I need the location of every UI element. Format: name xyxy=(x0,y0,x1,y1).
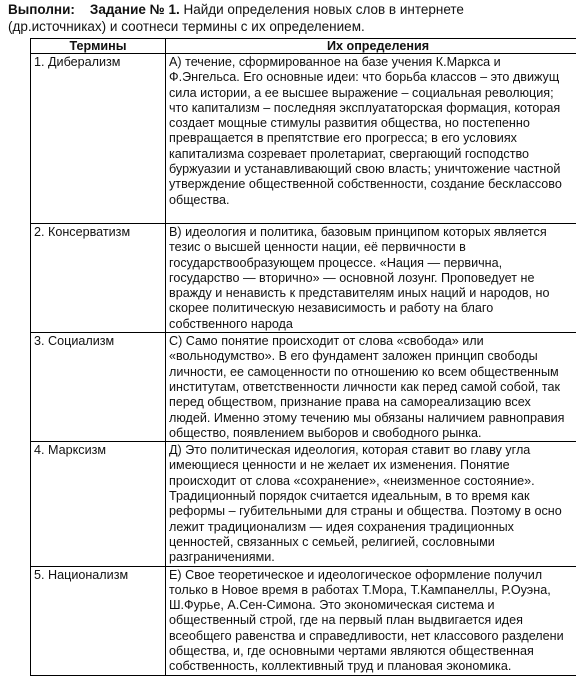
task-label: Выполни: xyxy=(8,2,75,17)
definition-line: общество, появлением выборов и свободного рынка. xyxy=(169,426,576,441)
term-cell: 4. Марксизм xyxy=(31,442,166,566)
definition-line: В) идеология и политика, базовым принципом которых является xyxy=(169,225,576,240)
definition-cell xyxy=(166,54,576,224)
terms-table xyxy=(30,38,576,676)
definition-line: А) течение, сформированное на базе учения К.Маркса и xyxy=(169,55,576,70)
definition-line: общественный строй, где на первый план выдвигается идея xyxy=(169,613,576,628)
definition-line: людей. Именно этому течению мы обязаны наличием равноправия xyxy=(169,411,576,426)
table-row xyxy=(31,566,576,675)
definition-line: разграничениями. xyxy=(169,550,576,565)
table-row xyxy=(31,54,576,224)
definition-line: общества, и, где основными чертами являются общественная xyxy=(169,644,576,659)
definition-line: Ш.Фурье, А.Сен-Симона. Это экономическая система и xyxy=(169,598,576,613)
table-row xyxy=(31,333,576,442)
table-row xyxy=(31,224,576,333)
definition-line: собственность, коллективный труд и плановая экономика. xyxy=(169,659,576,674)
definition-line: капитализма созревает пролетариат, свергающий господство xyxy=(169,147,576,162)
term-cell: 3. Социализм xyxy=(31,333,166,442)
definition-line: превращается в препятствие его прогресса; в его условиях xyxy=(169,131,576,146)
definition-cell xyxy=(166,333,576,442)
definition-line: только в Новое время в работах Т.Мора, Т.Кампанеллы, Р.Оуэна, xyxy=(169,583,576,598)
definition-line: институтам, ответственности личности как перед самой собой, так xyxy=(169,380,576,395)
definition-line: создает мощные стимулы развития общества, но постепенно xyxy=(169,116,576,131)
definition-line: что капитализм – последняя эксплуататорская формация, которая xyxy=(169,101,576,116)
column-header-definitions: Их определения xyxy=(166,39,576,54)
definition-line: лежит традиционализм — идея сохранения традиционных xyxy=(169,520,576,535)
definition-line: Д) Это политическая идеология, которая ставит во главу угла xyxy=(169,443,576,458)
definition-line: ценностей, связанных с семьей, религией, сословными xyxy=(169,535,576,550)
definition-line: Ф.Энгельса. Его основные идеи: что борьба классов – это движущ xyxy=(169,70,576,85)
definition-line: перед обществом, признание права на самореализацию всех xyxy=(169,395,576,410)
definition-line: С) Само понятие происходит от слова «свобода» или xyxy=(169,334,576,349)
definition-line: «вольнодумство». В его фундамент заложен принцип свободы xyxy=(169,349,576,364)
term-cell: 1. Диберализм xyxy=(31,54,166,224)
definition-cell xyxy=(166,442,576,566)
definition-line: буржуазии и устанавливающий свою власть; уничтожение частной xyxy=(169,162,576,177)
task-header-line-1 xyxy=(8,2,576,19)
definition-cell xyxy=(166,224,576,333)
definition-line: личности, ее самоценности по отношению ко всем общественным xyxy=(169,365,576,380)
task-number: Задание № 1. xyxy=(90,2,180,17)
column-header-terms: Термины xyxy=(31,39,166,54)
table-row xyxy=(31,442,576,566)
task-instruction-2: (др.источниках) и соотнеси термины с их определением. xyxy=(8,19,576,36)
definition-line: Традиционный порядок считается идеальным, в то время как xyxy=(169,489,576,504)
definition-line: происходит от слова «сохранение», «неизменное состояние». xyxy=(169,474,576,489)
table-header-row xyxy=(31,39,576,54)
definition-line: утверждение общественной собственности, создание бесклассово xyxy=(169,177,576,192)
task-header xyxy=(8,2,576,35)
definition-line: вражду и ненависть к представителям иных наций и народов, но xyxy=(169,286,576,301)
definition-cell xyxy=(166,566,576,675)
definition-line: имеющиеся ценности и не желает их изменения. Понятие xyxy=(169,458,576,473)
definition-line: государствообразующем процессе. «Нация — первична, xyxy=(169,256,576,271)
definition-line: всеобщего равенства и справедливости, нет классового разделени xyxy=(169,629,576,644)
definition-line: тезис о высшей ценности нации, её первичности в xyxy=(169,240,576,255)
term-cell: 2. Консерватизм xyxy=(31,224,166,333)
definition-line: общества. xyxy=(169,193,576,208)
definition-line: сила истории, а ее высшее выражение – социальная революция; xyxy=(169,86,576,101)
task-instruction-1: Найди определения новых слов в интернете xyxy=(180,2,464,17)
definition-line: собственного народа xyxy=(169,317,576,332)
definition-line: государство — вторично» — основной лозунг. Проповедует не xyxy=(169,271,576,286)
definition-line: Е) Свое теоретическое и идеологическое оформление получил xyxy=(169,568,576,583)
definition-line: реформы – губительными для страны и общества. Поэтому в осно xyxy=(169,504,576,519)
term-cell: 5. Национализм xyxy=(31,566,166,675)
definition-line: скорее политическую независимость и работу на благо xyxy=(169,301,576,316)
